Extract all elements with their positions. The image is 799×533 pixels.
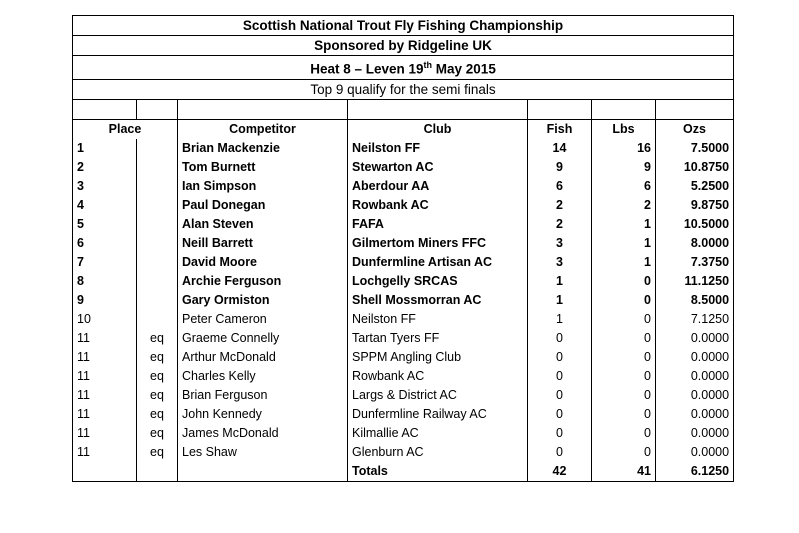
empty-cell: [137, 462, 178, 482]
table-row: [73, 443, 734, 462]
club-cell: Glenburn AC: [348, 443, 528, 462]
table-row: [73, 405, 734, 424]
heat-line: [73, 56, 734, 80]
table-row: [73, 348, 734, 367]
totals-fish: 42: [528, 462, 592, 482]
place-cell: 10: [73, 310, 137, 329]
place-cell: 11: [73, 329, 137, 348]
lbs-cell: 16: [592, 139, 656, 158]
club-cell: Largs & District AC: [348, 386, 528, 405]
place-cell: 4: [73, 196, 137, 215]
ozs-cell: 8.0000: [656, 234, 734, 253]
lbs-cell: 1: [592, 215, 656, 234]
empty-cell: [656, 99, 734, 119]
championship-title: Scottish National Trout Fly Fishing Championship: [73, 16, 734, 36]
ozs-cell: 0.0000: [656, 386, 734, 405]
fish-cell: 3: [528, 253, 592, 272]
sponsor-line: Sponsored by Ridgeline UK: [73, 36, 734, 56]
club-cell: Rowbank AC: [348, 196, 528, 215]
club-cell: Neilston FF: [348, 310, 528, 329]
club-cell: FAFA: [348, 215, 528, 234]
lbs-cell: 0: [592, 310, 656, 329]
lbs-cell: 0: [592, 367, 656, 386]
fish-cell: 0: [528, 329, 592, 348]
place-cell: 11: [73, 348, 137, 367]
ozs-cell: 0.0000: [656, 405, 734, 424]
results-table: [72, 15, 734, 482]
fish-cell: 1: [528, 291, 592, 310]
table-row: [73, 310, 734, 329]
fish-cell: 6: [528, 177, 592, 196]
header-lbs: Lbs: [592, 119, 656, 139]
club-cell: Aberdour AA: [348, 177, 528, 196]
lbs-cell: 2: [592, 196, 656, 215]
place-cell: 11: [73, 424, 137, 443]
lbs-cell: 9: [592, 158, 656, 177]
competitor-cell: Brian Mackenzie: [178, 139, 348, 158]
lbs-cell: 0: [592, 291, 656, 310]
club-cell: Dunfermline Artisan AC: [348, 253, 528, 272]
eq-cell: eq: [137, 348, 178, 367]
header-fish: Fish: [528, 119, 592, 139]
competitor-cell: Les Shaw: [178, 443, 348, 462]
fish-cell: 14: [528, 139, 592, 158]
ozs-cell: 11.1250: [656, 272, 734, 291]
empty-cell: [178, 462, 348, 482]
table-row: [73, 196, 734, 215]
club-cell: Neilston FF: [348, 139, 528, 158]
club-cell: Gilmertom Miners FFC: [348, 234, 528, 253]
club-cell: Tartan Tyers FF: [348, 329, 528, 348]
heat-month-year: May 2015: [432, 61, 496, 77]
lbs-cell: 0: [592, 386, 656, 405]
heat-text: Heat 8 – Leven 19: [310, 61, 424, 77]
place-cell: 6: [73, 234, 137, 253]
ozs-cell: 7.3750: [656, 253, 734, 272]
heat-date-suffix: th: [423, 60, 433, 70]
fish-cell: 1: [528, 272, 592, 291]
eq-cell: [137, 310, 178, 329]
eq-cell: eq: [137, 386, 178, 405]
table-row: [73, 386, 734, 405]
place-cell: 8: [73, 272, 137, 291]
club-cell: Lochgelly SRCAS: [348, 272, 528, 291]
lbs-cell: 1: [592, 253, 656, 272]
fish-cell: 0: [528, 348, 592, 367]
place-cell: 11: [73, 386, 137, 405]
fish-cell: 0: [528, 405, 592, 424]
table-row: [73, 272, 734, 291]
ozs-cell: 0.0000: [656, 443, 734, 462]
ozs-cell: 7.5000: [656, 139, 734, 158]
ozs-cell: 10.5000: [656, 215, 734, 234]
fish-cell: 3: [528, 234, 592, 253]
club-cell: Rowbank AC: [348, 367, 528, 386]
ozs-cell: 9.8750: [656, 196, 734, 215]
club-cell: Kilmallie AC: [348, 424, 528, 443]
eq-cell: [137, 253, 178, 272]
lbs-cell: 0: [592, 329, 656, 348]
eq-cell: [137, 215, 178, 234]
eq-cell: [137, 272, 178, 291]
totals-lbs: 41: [592, 462, 656, 482]
competitor-cell: Brian Ferguson: [178, 386, 348, 405]
lbs-cell: 0: [592, 424, 656, 443]
club-cell: SPPM Angling Club: [348, 348, 528, 367]
ozs-cell: 5.2500: [656, 177, 734, 196]
place-cell: 5: [73, 215, 137, 234]
empty-cell: [73, 99, 137, 119]
club-cell: Shell Mossmorran AC: [348, 291, 528, 310]
eq-cell: [137, 291, 178, 310]
club-cell: Stewarton AC: [348, 158, 528, 177]
ozs-cell: 8.5000: [656, 291, 734, 310]
totals-row: [73, 462, 734, 482]
ozs-cell: 10.8750: [656, 158, 734, 177]
eq-cell: eq: [137, 367, 178, 386]
fish-cell: 1: [528, 310, 592, 329]
lbs-cell: 0: [592, 272, 656, 291]
eq-cell: [137, 177, 178, 196]
competitor-cell: Arthur McDonald: [178, 348, 348, 367]
table-row: [73, 424, 734, 443]
totals-label: Totals: [348, 462, 528, 482]
place-cell: 11: [73, 367, 137, 386]
fish-cell: 2: [528, 215, 592, 234]
competitor-cell: Archie Ferguson: [178, 272, 348, 291]
competitor-cell: Peter Cameron: [178, 310, 348, 329]
fish-cell: 0: [528, 424, 592, 443]
table-row: [73, 139, 734, 158]
place-cell: 11: [73, 443, 137, 462]
empty-cell: [348, 99, 528, 119]
lbs-cell: 0: [592, 405, 656, 424]
eq-cell: eq: [137, 424, 178, 443]
place-cell: 11: [73, 405, 137, 424]
eq-cell: eq: [137, 329, 178, 348]
place-cell: 9: [73, 291, 137, 310]
competitor-cell: Paul Donegan: [178, 196, 348, 215]
table-row: [73, 253, 734, 272]
eq-cell: eq: [137, 443, 178, 462]
competitor-cell: Neill Barrett: [178, 234, 348, 253]
place-cell: 3: [73, 177, 137, 196]
lbs-cell: 1: [592, 234, 656, 253]
competitor-cell: David Moore: [178, 253, 348, 272]
place-cell: 7: [73, 253, 137, 272]
header-place: Place: [73, 119, 178, 139]
competitor-cell: John Kennedy: [178, 405, 348, 424]
competitor-cell: Tom Burnett: [178, 158, 348, 177]
header-ozs: Ozs: [656, 119, 734, 139]
empty-cell: [592, 99, 656, 119]
table-row: [73, 367, 734, 386]
club-cell: Dunfermline Railway AC: [348, 405, 528, 424]
ozs-cell: 0.0000: [656, 424, 734, 443]
header-club: Club: [348, 119, 528, 139]
fish-cell: 0: [528, 443, 592, 462]
ozs-cell: 0.0000: [656, 329, 734, 348]
place-cell: 1: [73, 139, 137, 158]
eq-cell: [137, 139, 178, 158]
ozs-cell: 7.1250: [656, 310, 734, 329]
eq-cell: eq: [137, 405, 178, 424]
fish-cell: 0: [528, 386, 592, 405]
competitor-cell: Charles Kelly: [178, 367, 348, 386]
lbs-cell: 0: [592, 348, 656, 367]
table-row: [73, 177, 734, 196]
eq-cell: [137, 234, 178, 253]
competitor-cell: Ian Simpson: [178, 177, 348, 196]
empty-cell: [528, 99, 592, 119]
table-row: [73, 329, 734, 348]
qualify-note: Top 9 qualify for the semi finals: [73, 79, 734, 99]
table-row: [73, 234, 734, 253]
competitor-cell: Gary Ormiston: [178, 291, 348, 310]
table-row: [73, 215, 734, 234]
competitor-cell: James McDonald: [178, 424, 348, 443]
empty-cell: [73, 462, 137, 482]
lbs-cell: 0: [592, 443, 656, 462]
fish-cell: 2: [528, 196, 592, 215]
empty-cell: [137, 99, 178, 119]
fish-cell: 9: [528, 158, 592, 177]
eq-cell: [137, 196, 178, 215]
ozs-cell: 0.0000: [656, 348, 734, 367]
table-row: [73, 291, 734, 310]
eq-cell: [137, 158, 178, 177]
fish-cell: 0: [528, 367, 592, 386]
place-cell: 2: [73, 158, 137, 177]
ozs-cell: 0.0000: [656, 367, 734, 386]
competitor-cell: Graeme Connelly: [178, 329, 348, 348]
table-row: [73, 158, 734, 177]
competitor-cell: Alan Steven: [178, 215, 348, 234]
lbs-cell: 6: [592, 177, 656, 196]
totals-ozs: 6.1250: [656, 462, 734, 482]
empty-cell: [178, 99, 348, 119]
header-competitor: Competitor: [178, 119, 348, 139]
